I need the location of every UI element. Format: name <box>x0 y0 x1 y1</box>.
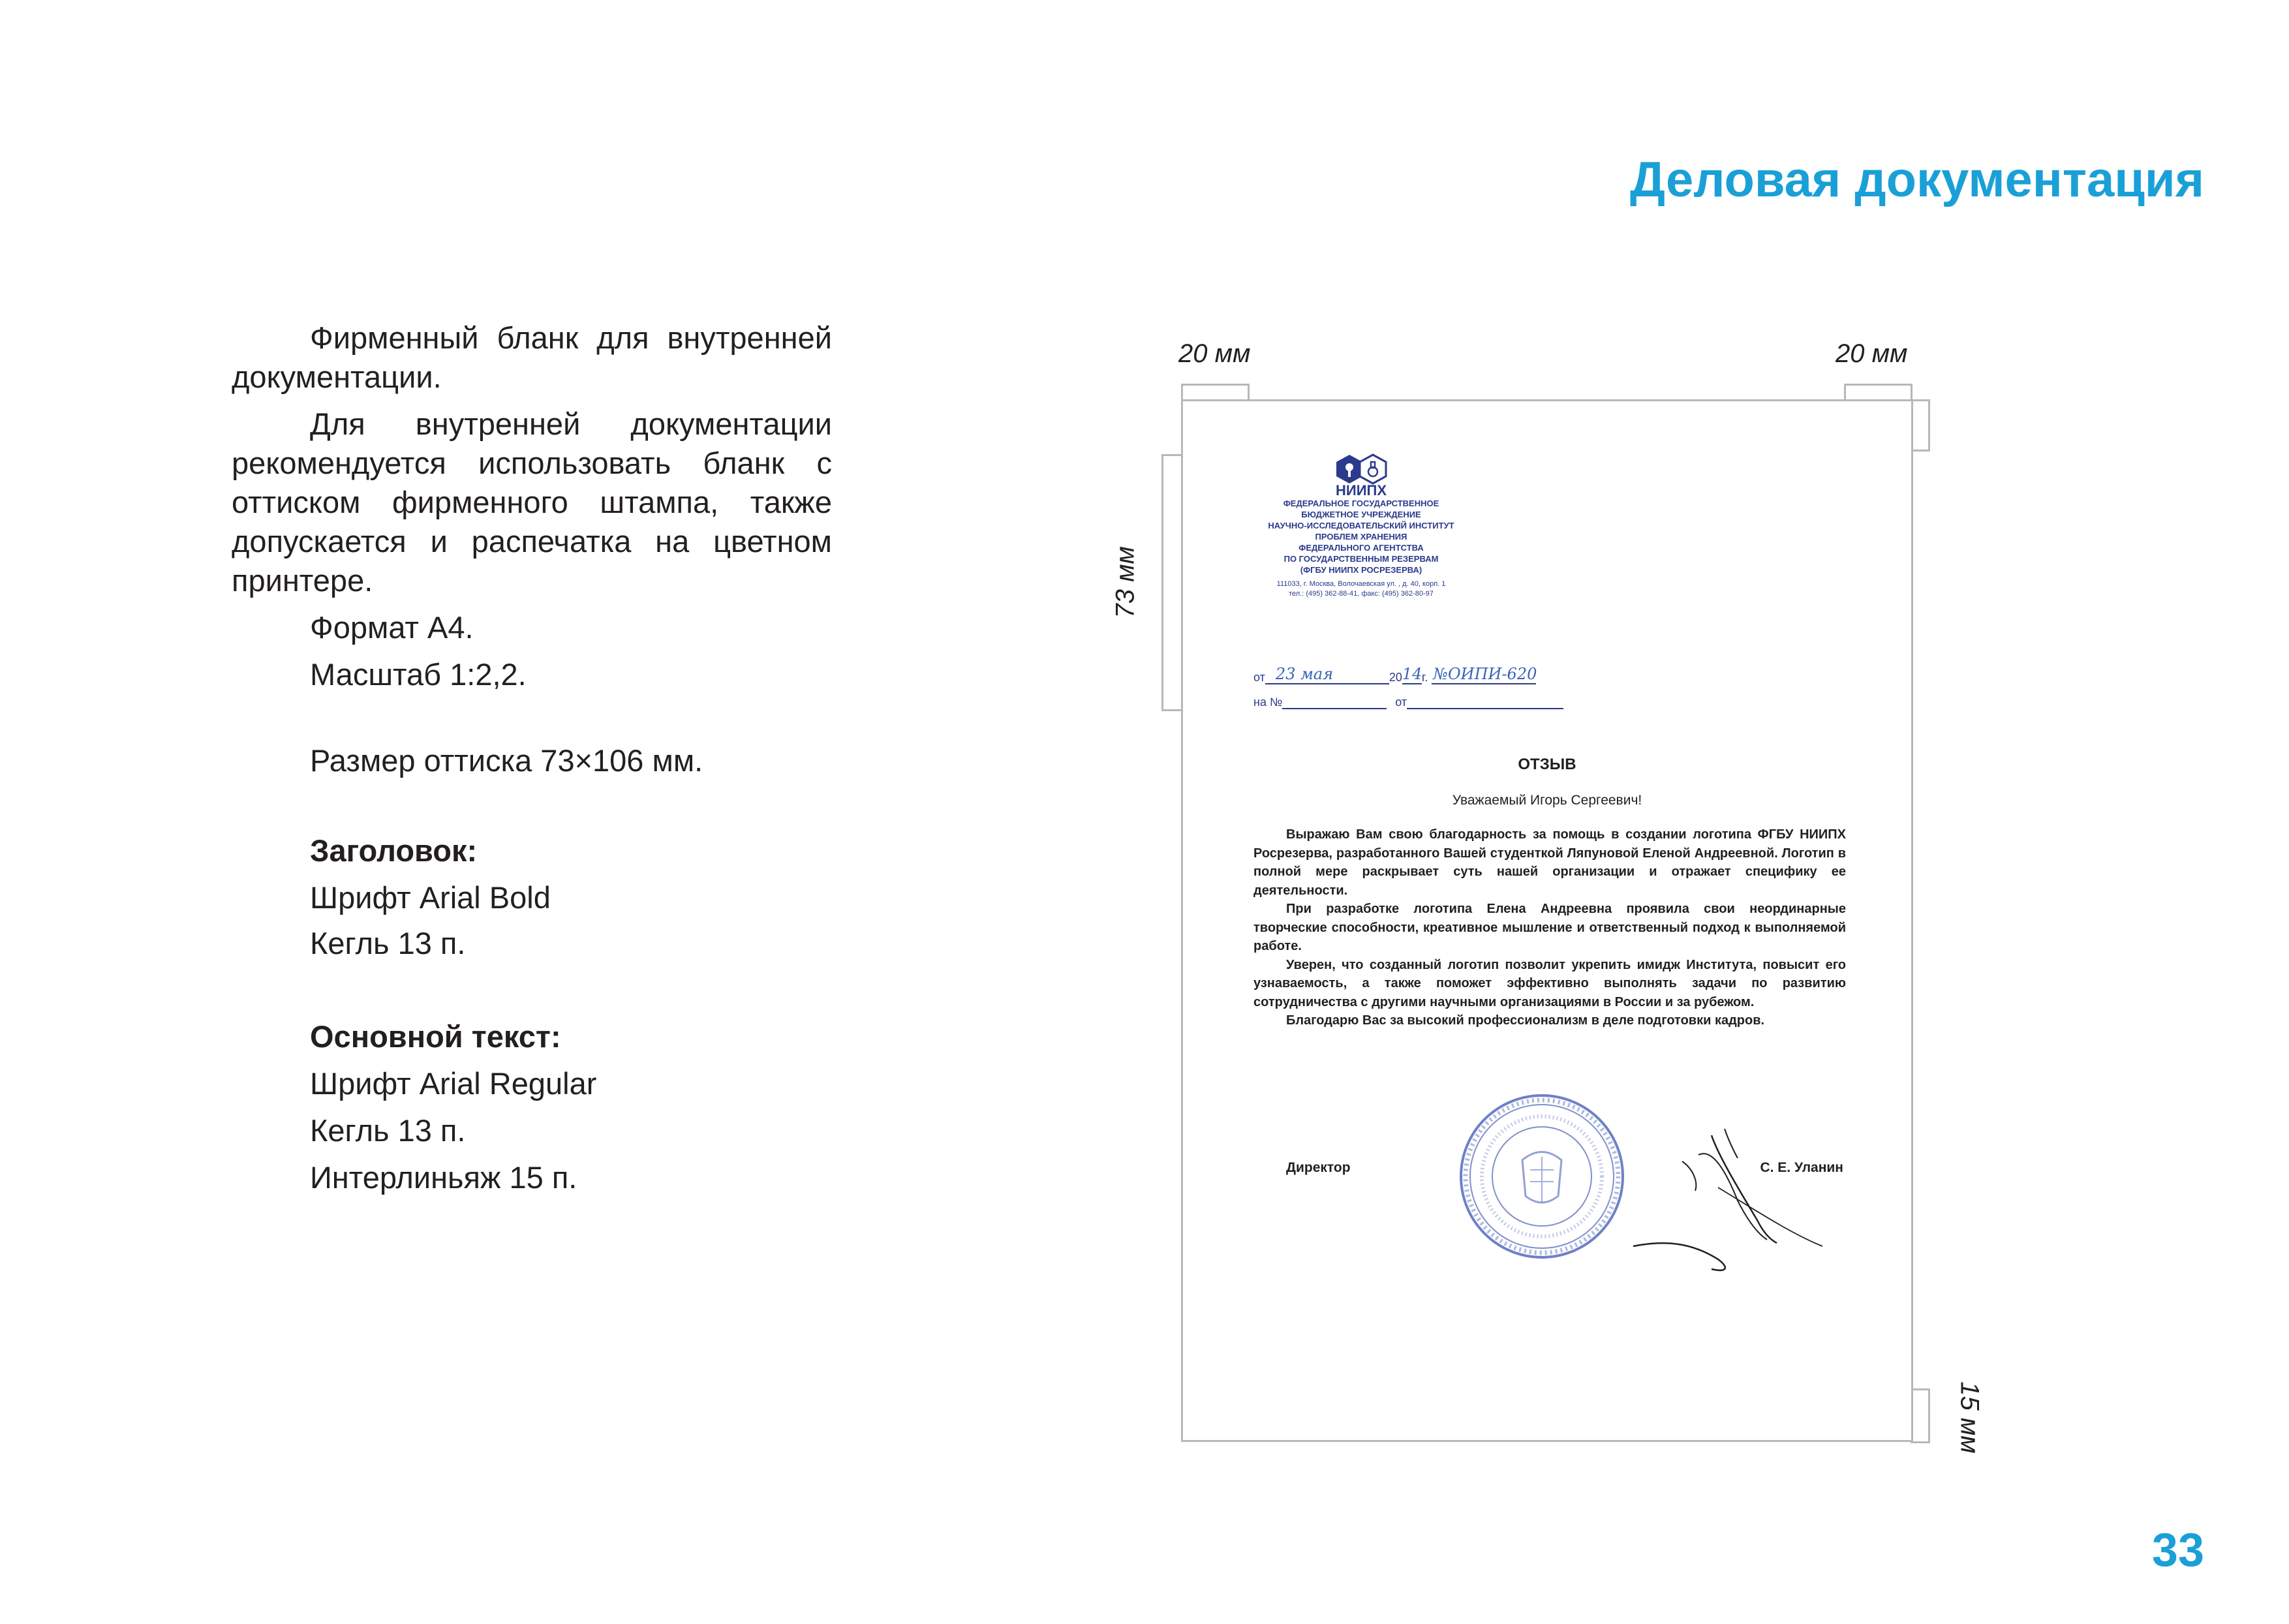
date-label: от <box>1253 671 1265 684</box>
org-name-line: ПО ГОСУДАРСТВЕННЫМ РЕЗЕРВАМ <box>1283 554 1439 564</box>
letter-paragraph: Выражаю Вам свою благодарность за помощь в создании логотипа ФГБУ НИИПХ Росрезерва, разработанного Вашей студенткой Ляпуновой Еленой Андреевной. Логотип в полной мере раскрывает суть нашей организации и отражает специфику ее деятельности. <box>1253 827 1846 898</box>
body-size: Кегль 13 п. <box>310 1113 466 1148</box>
heading-size: Кегль 13 п. <box>310 926 466 960</box>
handwritten-number: №ОИПИ-620 <box>1433 665 1537 683</box>
number-field <box>1432 665 1537 684</box>
page-number: 33 <box>2151 1524 2204 1576</box>
outgoing-date-row <box>1253 665 1537 684</box>
org-name-line: ФЕДЕРАЛЬНОЕ ГОСУДАРСТВЕННОЕ <box>1283 498 1439 508</box>
org-address <box>1267 579 1456 599</box>
corporate-stamp <box>1267 453 1456 599</box>
phone-line: тел.: (495) 362-88-41, факс: (495) 362-80-97 <box>1289 590 1434 598</box>
org-name-line: БЮДЖЕТНОЕ УЧРЕЖДЕНИЕ <box>1301 510 1421 519</box>
desc-recommendation: Для внутренней документации рекомендуется использовать бланк с оттиском фирменного штампа, также допускается и распечатка на цветном принтере. <box>232 406 832 598</box>
page-title: Деловая документация <box>1629 152 2204 207</box>
letter-title: ОТЗЫВ <box>1518 756 1576 773</box>
stamp-height-label: 73 мм <box>1111 546 1140 619</box>
margin-guide-bottom <box>1911 1388 1930 1443</box>
body-font: Шрифт Arial Regular <box>310 1066 597 1101</box>
signature-icon <box>1620 1109 1836 1272</box>
reference-row <box>1253 694 1563 709</box>
ref-number-label: на № <box>1253 696 1283 709</box>
letter-paragraph: Уверен, что созданный логотип позволит укрепить имидж Института, повысит его узнаваемость, а также поможет эффективно выполнять задачи по развитию сотрудничества с другими научными организациями в России и за рубежом. <box>1253 957 1846 1009</box>
letter-body <box>1253 825 1846 1030</box>
org-name-line: ПРОБЛЕМ ХРАНЕНИЯ <box>1315 532 1407 542</box>
desc-intro: Фирменный бланк для внутренней документации. <box>232 320 832 394</box>
org-name-line: ФЕДЕРАЛЬНОГО АГЕНТСТВА <box>1298 543 1424 553</box>
org-name-line: НАУЧНО-ИССЛЕДОВАТЕЛЬСКИЙ ИНСТИТУТ <box>1268 521 1454 530</box>
year-prefix: 20 <box>1389 671 1402 684</box>
margin-guide-right-edge <box>1911 399 1930 452</box>
ref-number-field <box>1282 694 1387 709</box>
desc-stamp-size: Размер оттиска 73×106 мм. <box>310 743 703 778</box>
body-leading: Интерлиньяж 15 п. <box>310 1160 577 1195</box>
stamp-height-guide <box>1161 454 1184 711</box>
handwritten-date: 23 мая <box>1275 665 1334 683</box>
description-column <box>232 318 832 1197</box>
ref-date-field <box>1407 694 1563 709</box>
letter-paragraph: Благодарю Вас за высокий профессионализм в деле подготовки кадров. <box>1286 1013 1765 1028</box>
signer-title: Директор <box>1286 1160 1351 1175</box>
heading-spec-label: Заголовок: <box>310 833 478 868</box>
document-preview <box>1181 399 1913 1442</box>
desc-format: Формат А4. <box>310 610 474 645</box>
ref-date-label: от <box>1395 696 1407 709</box>
address-line: 111033, г. Москва, Волочаевская ул. , д. 40, корп. 1 <box>1276 580 1446 588</box>
signer-name: С. Е. Уланин <box>1760 1160 1843 1175</box>
letter-greeting: Уважаемый Игорь Сергеевич! <box>1452 793 1642 808</box>
body-spec-label: Основной текст: <box>310 1019 561 1054</box>
niiph-logo-icon <box>1312 453 1410 498</box>
logo-text: НИИПХ <box>1336 482 1387 498</box>
year-suffix: г. <box>1421 671 1428 684</box>
letter-paragraph: При разработке логотипа Елена Андреевна проявила свои неординарные творческие способности, креативное мышление и ответственный подход к выполняемой работе. <box>1253 902 1846 953</box>
year-field <box>1402 665 1422 684</box>
bottom-margin-label: 15 мм <box>1955 1381 1984 1454</box>
org-name-line: (ФГБУ НИИПХ РОСРЕЗЕРВА) <box>1300 565 1422 575</box>
desc-scale: Масштаб 1:2,2. <box>310 657 527 692</box>
margin-label-left: 20 мм <box>1178 339 1251 368</box>
org-name <box>1267 498 1456 575</box>
handwritten-year: 14 <box>1402 665 1422 683</box>
margin-label-right: 20 мм <box>1836 339 1908 368</box>
heading-font: Шрифт Arial Bold <box>310 880 551 915</box>
date-field <box>1265 665 1389 684</box>
round-seal-icon <box>1457 1092 1627 1261</box>
